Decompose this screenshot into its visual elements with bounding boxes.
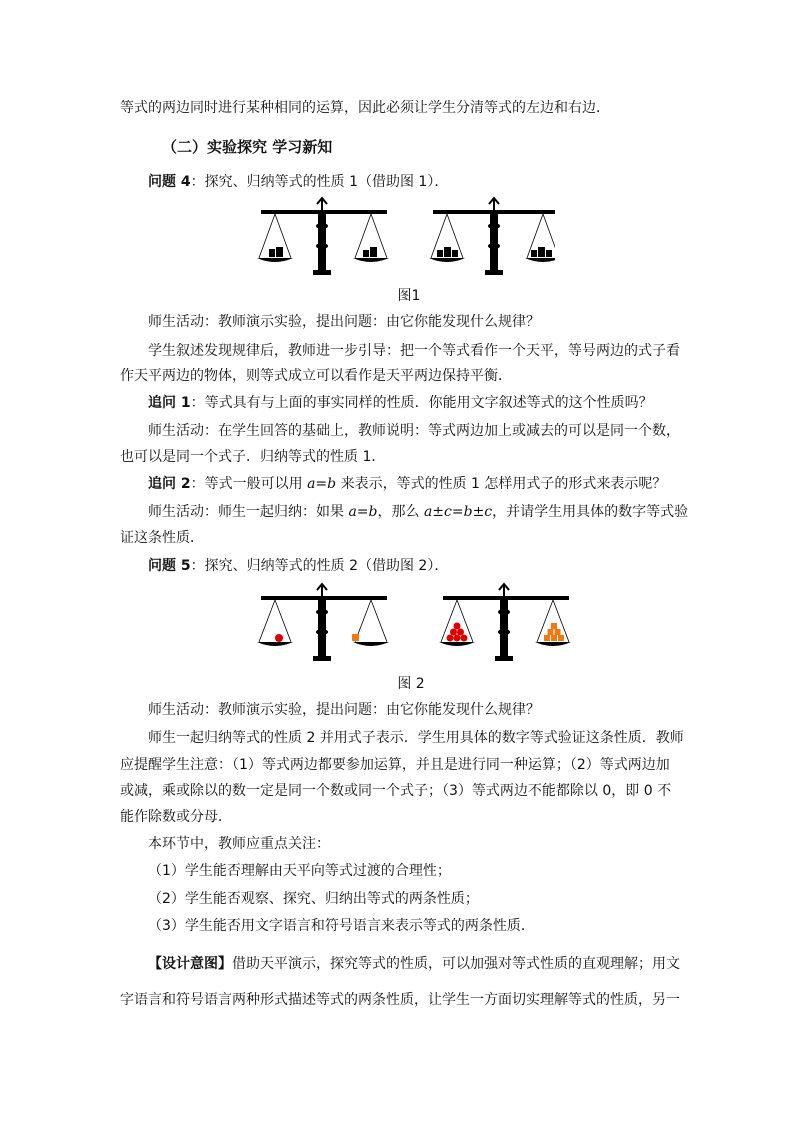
figure-1-caption: 图1: [397, 288, 421, 304]
paragraph-line: 师生活动：教师演示实验，提出问题：由它你能发现什么规律？: [148, 702, 540, 718]
follow-up-1: [148, 393, 680, 413]
list-item: （3）学生能否用文字语言和符号语言来表示等式的两条性质．: [148, 918, 535, 934]
text-segment: ，那么: [377, 504, 424, 520]
red-ball-pile-icon: [447, 623, 468, 642]
paragraph-line: 应提醒学生注意：（1）等式两边都要参加运算，并且是进行同一种运算；（2）等式两边加: [120, 757, 670, 773]
question-text: ：探究、归纳等式的性质 1（借助图 1）．: [190, 174, 449, 190]
paragraph-line: 师生一起归纳等式的性质 2 并用式子表示．学生用具体的数字等式验证这条性质．教师: [148, 730, 684, 746]
paragraph-line: 作天平两边的物体，则等式成立可以看作是天平两边保持平衡．: [120, 368, 512, 384]
question-label: 问题 5: [148, 558, 191, 574]
text-segment: 师生活动：师生一起归纳：如果: [148, 504, 349, 520]
orange-cube-pile-icon: [544, 623, 564, 641]
text-segment: ，并请学生用具体的数字等式验: [492, 504, 689, 520]
balance-scale-icon: [257, 198, 389, 275]
paragraph-line: [148, 502, 689, 522]
figure-1-balances: [255, 196, 555, 278]
paragraph-line: 师生活动：在学生回答的基础上，教师说明：等式两边加上或减去的可以是同一个数，: [148, 423, 680, 439]
question-4: [148, 172, 680, 192]
follow-up-label: 追问 1: [148, 395, 191, 411]
paragraph-line: 师生活动：教师演示实验，提出问题：由它你能发现什么规律？: [148, 314, 540, 330]
formula: a=b: [307, 476, 337, 492]
follow-up-label: 追问 2: [148, 476, 191, 492]
list-item: （2）学生能否观察、探究、归纳出等式的两条性质；: [148, 891, 479, 907]
paragraph-line: 或减，乘或除以的数一定是同一个数或同一个式子；（3）等式两边不能都除以 0，即 0 不: [120, 783, 672, 799]
paragraph-line: 学生叙述发现规律后，教师进一步引导：把一个等式看作一个天平，等号两边的式子看: [148, 343, 680, 359]
balance-scale-icon: [439, 584, 571, 661]
question-text: ：探究、归纳等式的性质 2（借助图 2）．: [190, 558, 449, 574]
design-intent-label: 【设计意图】: [148, 956, 232, 972]
formula: a±c=b±c: [423, 504, 493, 520]
paragraph-line: 能作除数或分母．: [120, 809, 232, 825]
design-intent: [148, 954, 680, 974]
paragraph-line: 证这条性质．: [120, 530, 204, 546]
figure-2-caption: 图 2: [397, 676, 425, 692]
figure-2-balances: [255, 582, 575, 666]
question-5: [148, 556, 680, 576]
balance-scale-icon: [257, 584, 389, 661]
follow-up-text: ：等式一般可以用: [190, 476, 308, 492]
balance-scale-icon: [429, 198, 555, 275]
orange-cube-icon: [352, 634, 359, 641]
paragraph-line: 也可以是同一个式子．归纳等式的性质 1．: [120, 449, 386, 465]
paragraph-line: 字语言和符号语言两种形式描述等式的两条性质，让学生一方面切实理解等式的性质，另一: [120, 992, 680, 1008]
paragraph-line: 本环节中，教师应重点关注：: [148, 836, 330, 852]
paragraph-line: 等式的两边同时进行某种相同的运算，因此必须让学生分清等式的左边和右边．: [120, 100, 610, 116]
section-heading: （二）实验探究 学习新知: [162, 138, 333, 156]
follow-up-2: [148, 474, 680, 494]
follow-up-text: ：等式具有与上面的事实同样的性质．你能用文字叙述等式的这个性质吗？: [190, 395, 653, 411]
design-intent-text: 借助天平演示，探究等式的性质，可以加强对等式性质的直观理解；用文: [232, 956, 680, 972]
list-item: （1）学生能否理解由天平向等式过渡的合理性；: [148, 863, 451, 879]
question-label: 问题 4: [148, 174, 191, 190]
formula: a=b: [348, 504, 378, 520]
red-ball-icon: [275, 634, 283, 642]
follow-up-text: 来表示，等式的性质 1 怎样用式子的形式来表示呢？: [336, 476, 667, 492]
